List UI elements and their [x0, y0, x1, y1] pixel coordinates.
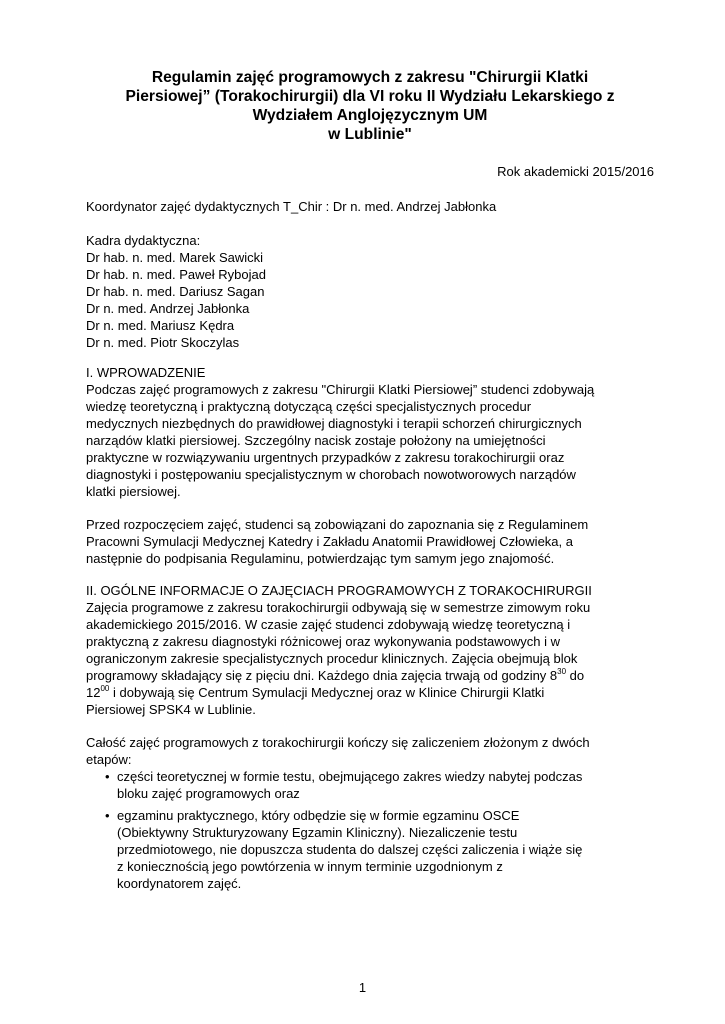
academic-year: Rok akademicki 2015/2016: [497, 164, 654, 179]
section-introduction-paragraph-2: [86, 516, 666, 567]
list-item-line: (Obiektywny Strukturyzowany Egzamin Kliniczny). Niezaliczenie testu: [117, 825, 518, 840]
list-item: [86, 768, 666, 802]
staff-heading: Kadra dydaktyczna:: [86, 233, 201, 248]
bullet-icon: •: [105, 808, 110, 823]
paragraph-line: Podczas zajęć programowych z zakresu "Chirurgii Klatki Piersiowej” studenci zdobywają: [86, 382, 595, 397]
paragraph-line: ograniczonym zakresie specjalistycznych procedur klinicznych. Zajęcia obejmują blok: [86, 651, 578, 666]
superscript-minutes: 30: [557, 667, 567, 676]
staff-list: [86, 232, 666, 351]
text-run: programowy składający się z pięciu dni. Każdego dnia zajęcia trwają od godziny 8: [86, 668, 558, 683]
paragraph-line: diagnostyki i postępowaniu specjalistycznym w chorobach nowotworowych narządów: [86, 467, 576, 482]
section-general-information-paragraph-2: [86, 734, 666, 768]
list-item-line: części teoretycznej w formie testu, obejmującego zakres wiedzy nabytej podczas: [117, 769, 583, 784]
paragraph-line: Piersiowej SPSK4 w Lublinie.: [86, 702, 256, 717]
paragraph-line: Przed rozpoczęciem zajęć, studenci są zobowiązani do zapoznania się z Regulaminem: [86, 517, 589, 532]
paragraph-line: wiedzę teoretyczną i praktyczną dotyczącą części specjalistycznych procedur: [86, 399, 532, 414]
list-item-line: koordynatorem zajęć.: [117, 876, 242, 891]
exam-stages-list: [86, 768, 666, 892]
list-item-line: egzaminu praktycznego, który odbędzie się w formie egzaminu OSCE: [117, 808, 520, 823]
staff-member: Dr n. med. Piotr Skoczylas: [86, 335, 240, 350]
list-item: [86, 807, 666, 892]
paragraph-line: medycznych niezbędnych do prawidłowej diagnostyki i terapii schorzeń chirurgicznych: [86, 416, 582, 431]
title-line: Piersiowej” (Torakochirurgii) dla VI roku II Wydziału Lekarskiego z: [125, 88, 615, 105]
paragraph-line: Całość zajęć programowych z torakochirurgii kończy się zaliczeniem złożonym z dwóch: [86, 735, 590, 750]
bullet-icon: •: [105, 769, 110, 784]
staff-member: Dr hab. n. med. Paweł Rybojad: [86, 267, 266, 282]
staff-member: Dr n. med. Mariusz Kędra: [86, 318, 235, 333]
title-line: Wydziałem Anglojęzycznym UM: [252, 107, 488, 124]
paragraph-line: [86, 667, 666, 684]
paragraph-line: praktyczne w rozwiązywaniu urgentnych przypadków z zakresu torakochirurgii oraz: [86, 450, 565, 465]
section-heading: I. WPROWADZENIE: [86, 365, 206, 380]
text-run: i dobywają się Centrum Symulacji Medycznej oraz w Klinice Chirurgii Klatki: [109, 685, 545, 700]
paragraph-line: klatki piersiowej.: [86, 484, 181, 499]
paragraph-line: Zajęcia programowe z zakresu torakochirurgii odbywają się w semestrze zimowym roku: [86, 600, 591, 615]
title-line: w Lublinie": [328, 126, 412, 143]
paragraph-line: etapów:: [86, 752, 132, 767]
section-heading: II. OGÓLNE INFORMACJE O ZAJĘCIACH PROGRAMOWYCH Z TORAKOCHIRURGII: [86, 583, 592, 598]
staff-member: Dr n. med. Andrzej Jabłonka: [86, 301, 250, 316]
coordinator-line: Koordynator zajęć dydaktycznych T_Chir : Dr n. med. Andrzej Jabłonka: [86, 199, 497, 214]
text-run: do: [566, 668, 585, 683]
paragraph-line: następnie do podpisania Regulaminu, potwierdzając tym samym jego znajomość.: [86, 551, 555, 566]
list-item-line: z koniecznością jego powtórzenia w innym terminie uzgodnionym z: [117, 859, 503, 874]
section-introduction: [86, 364, 666, 500]
text-run: 12: [86, 685, 101, 700]
list-item-line: bloku zajęć programowych oraz: [117, 786, 300, 801]
list-item-line: przedmiotowego, nie dopuszcza studenta do dalszej części zaliczenia i wiąże się: [117, 842, 583, 857]
staff-member: Dr hab. n. med. Dariusz Sagan: [86, 284, 265, 299]
title-line: Regulamin zajęć programowych z zakresu "Chirurgii Klatki: [151, 69, 589, 86]
paragraph-line: narządów klatki piersiowej. Szczególny nacisk zostaje położony na umiejętności: [86, 433, 546, 448]
paragraph-line: praktyczną z zakresu diagnostyki różnicowej oraz wykonywania podstawowych i w: [86, 634, 560, 649]
document-title: [86, 68, 654, 144]
staff-member: Dr hab. n. med. Marek Sawicki: [86, 250, 264, 265]
section-general-information: [86, 582, 666, 718]
superscript-minutes: 00: [100, 684, 110, 693]
paragraph-line: Pracowni Symulacji Medycznej Katedry i Zakładu Anatomii Prawidłowej Człowieka, a: [86, 534, 573, 549]
page-number: 1: [358, 980, 367, 995]
paragraph-line: akademickiego 2015/2016. W czasie zajęć studenci zdobywają wiedzę teoretyczną i: [86, 617, 571, 632]
paragraph-line: [86, 684, 666, 701]
